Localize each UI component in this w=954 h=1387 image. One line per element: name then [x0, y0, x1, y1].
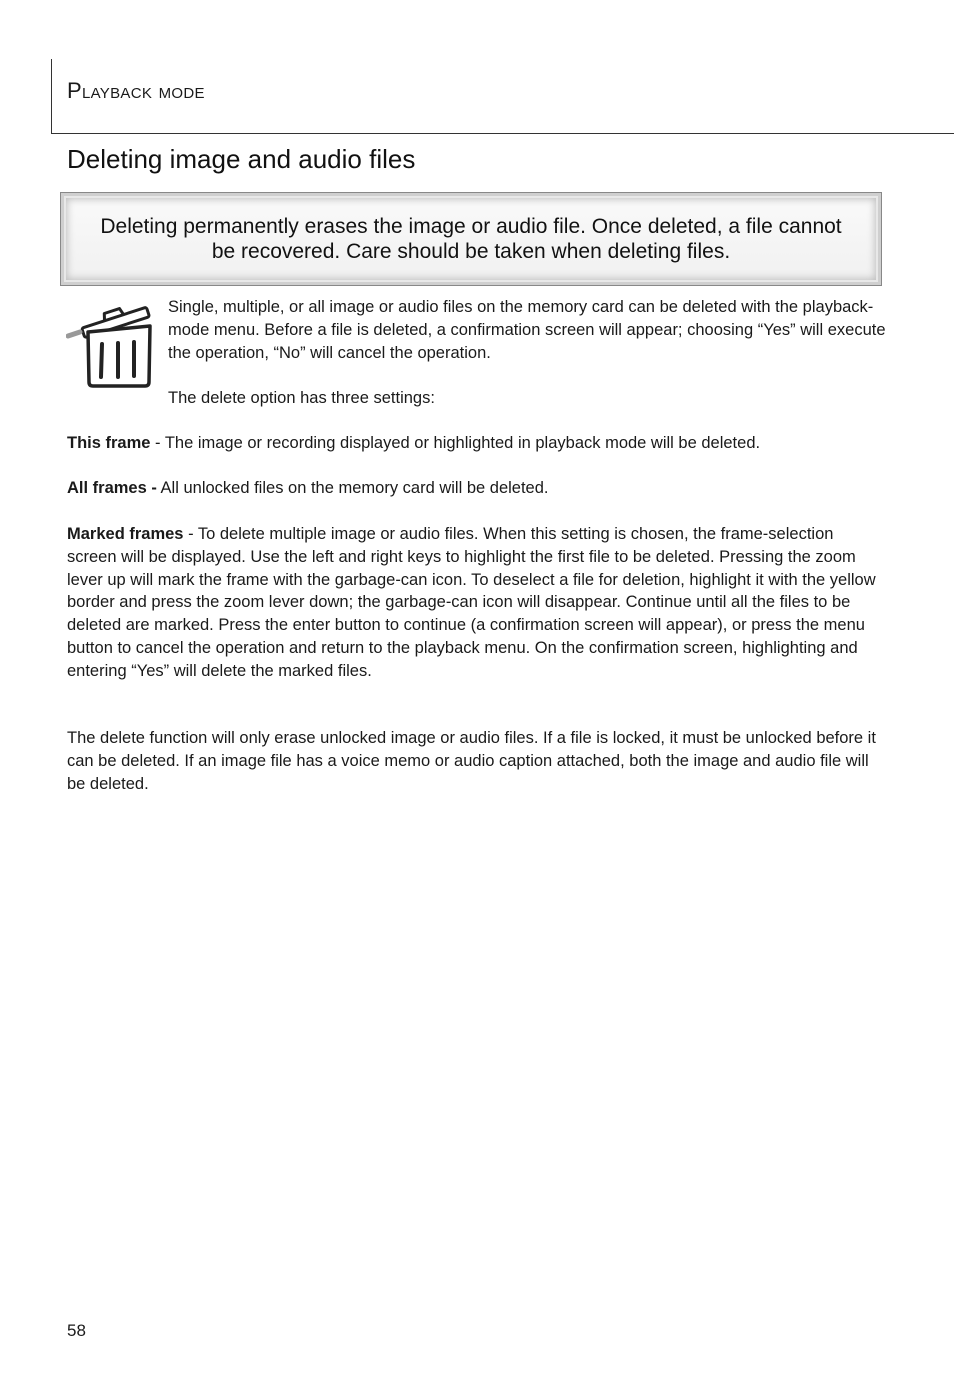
intro-paragraph: Single, multiple, or all image or audio files on the memory card can be deleted with the playback-mode menu. Before a file is deleted, a confirmation screen will appear; choosing “Yes” will execute the operation, “No” will cancel the operation. [168, 298, 886, 362]
setting-term: All frames - [67, 479, 157, 497]
setting-description: - To delete multiple image or audio files. When this setting is chosen, the frame-selection screen will be displayed. Use the left and right keys to highlight the first file to be deleted. Pressing the zoom lever up will mark the frame with the garbage-can icon. To deselect a file for deletion, highlight it with the yellow border and press the zoom lever down; the garbage-can icon will disappear. Continue until all the files to be deleted are marked. Press the enter button to continue (a confirmation screen will appear), or press the menu button to cancel the operation and return to the playback menu. On the confirmation screen, highlighting and entering “Yes” will delete the marked files. [67, 525, 876, 680]
warning-box [60, 192, 882, 286]
header-vertical-rule [51, 59, 52, 134]
setting-description: All unlocked files on the memory card will be deleted. [156, 479, 549, 497]
page-number: 58 [67, 1321, 86, 1340]
setting-description: - The image or recording displayed or highlighted in playback mode will be deleted. [150, 434, 761, 452]
settings-intro: The delete option has three settings: [168, 389, 435, 407]
setting-marked-frames [67, 523, 882, 683]
setting-term: Marked frames [67, 525, 184, 543]
page-title: Deleting image and audio files [67, 144, 416, 174]
header-horizontal-rule [51, 133, 954, 134]
setting-all-frames [67, 477, 882, 500]
closing-paragraph: The delete function will only erase unlocked image or audio files. If a file is locked, it must be unlocked before it can be deleted. If an image file has a voice memo or audio caption attached, both the image and audio file will be deleted. [67, 729, 876, 793]
trash-can-icon [66, 302, 156, 388]
setting-term: This frame [67, 434, 151, 452]
setting-this-frame [67, 432, 882, 455]
section-title: Playback mode [67, 78, 205, 103]
warning-text: Deleting permanently erases the image or audio file. Once deleted, a file cannot be recovered. Care should be taken when deleting files. [100, 215, 842, 263]
